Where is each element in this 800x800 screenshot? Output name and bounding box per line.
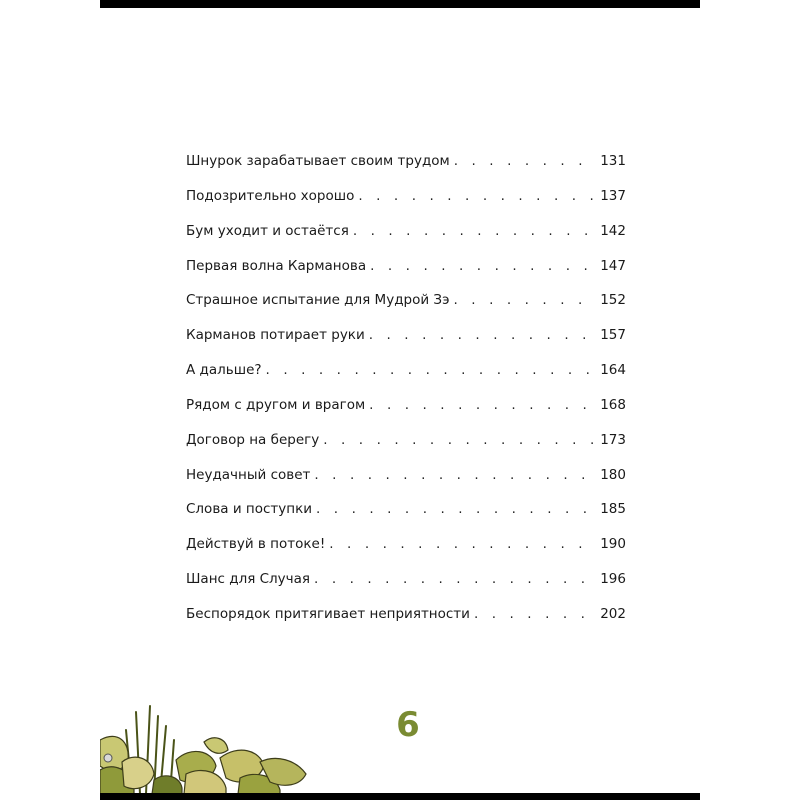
toc-entry-title: Беспорядок притягивает неприятности	[186, 605, 470, 622]
toc-entry-title: Первая волна Карманова	[186, 257, 367, 274]
toc-entry-page: 152	[600, 292, 626, 309]
page-number: 6	[396, 705, 420, 745]
toc-entry-page: 164	[600, 362, 626, 379]
toc-entry	[186, 148, 626, 183]
leaves	[100, 736, 306, 794]
toc-entry	[186, 566, 626, 601]
toc-entry	[186, 427, 626, 462]
toc-entry-page: 137	[600, 187, 626, 204]
toc-entry	[186, 601, 626, 636]
toc-entry-title: Неудачный совет	[186, 466, 311, 483]
toc-entry-page: 142	[600, 222, 626, 239]
toc-entry-title: Действуй в потоке!	[186, 536, 326, 553]
toc-dot-leader	[316, 496, 596, 522]
toc-dot-leader	[370, 253, 596, 279]
toc-dot-leader	[329, 531, 596, 557]
toc-dot-leader	[314, 566, 596, 592]
toc-dot-leader	[369, 322, 596, 348]
toc-entry-page: 180	[600, 466, 626, 483]
toc-entry	[186, 253, 626, 288]
toc-entry	[186, 183, 626, 218]
toc-dot-leader	[314, 462, 596, 488]
toc-entry	[186, 287, 626, 322]
toc-entry-page: 185	[600, 501, 626, 518]
grass-and-leaves-illustration	[100, 700, 310, 794]
toc-dot-leader	[358, 183, 596, 209]
toc-dot-leader	[474, 601, 596, 627]
toc-entry	[186, 462, 626, 497]
toc-dot-leader	[369, 392, 596, 418]
top-border-bar	[100, 0, 700, 8]
toc-entry	[186, 531, 626, 566]
table-of-contents	[186, 148, 626, 636]
toc-dot-leader	[454, 287, 597, 313]
bottom-border-bar	[100, 793, 700, 800]
toc-dot-leader	[266, 357, 597, 383]
toc-entry-page: 157	[600, 327, 626, 344]
toc-entry-title: Шанс для Случая	[186, 571, 311, 588]
toc-entry-page: 202	[600, 605, 626, 622]
toc-dot-leader	[454, 148, 597, 174]
toc-entry-title: Слова и поступки	[186, 501, 313, 518]
toc-entry	[186, 392, 626, 427]
toc-entry	[186, 322, 626, 357]
toc-entry-title: Бум уходит и остаётся	[186, 222, 349, 239]
toc-entry-page: 131	[600, 153, 626, 169]
toc-entry-page: 147	[600, 257, 626, 274]
toc-entry-title: Страшное испытание для Мудрой Зэ	[186, 292, 450, 309]
toc-entry-title: Договор на берегу	[186, 431, 320, 448]
toc-entry-title: Карманов потирает руки	[186, 327, 365, 344]
toc-dot-leader	[353, 218, 596, 244]
toc-entry-title: Шнурок зарабатывает своим трудом	[186, 153, 450, 169]
toc-entry-page: 196	[600, 571, 626, 588]
toc-entry	[186, 496, 626, 531]
toc-entry-title: А дальше?	[186, 362, 262, 379]
toc-entry	[186, 218, 626, 253]
toc-entry-title: Рядом с другом и врагом	[186, 396, 366, 413]
toc-entry-title: Подозрительно хорошо	[186, 187, 355, 204]
toc-entry	[186, 357, 626, 392]
toc-dot-leader	[323, 427, 596, 453]
small-flower-icon	[104, 754, 112, 762]
toc-entry-page: 173	[600, 431, 626, 448]
toc-entry-page: 190	[600, 536, 626, 553]
toc-entry-page: 168	[600, 396, 626, 413]
